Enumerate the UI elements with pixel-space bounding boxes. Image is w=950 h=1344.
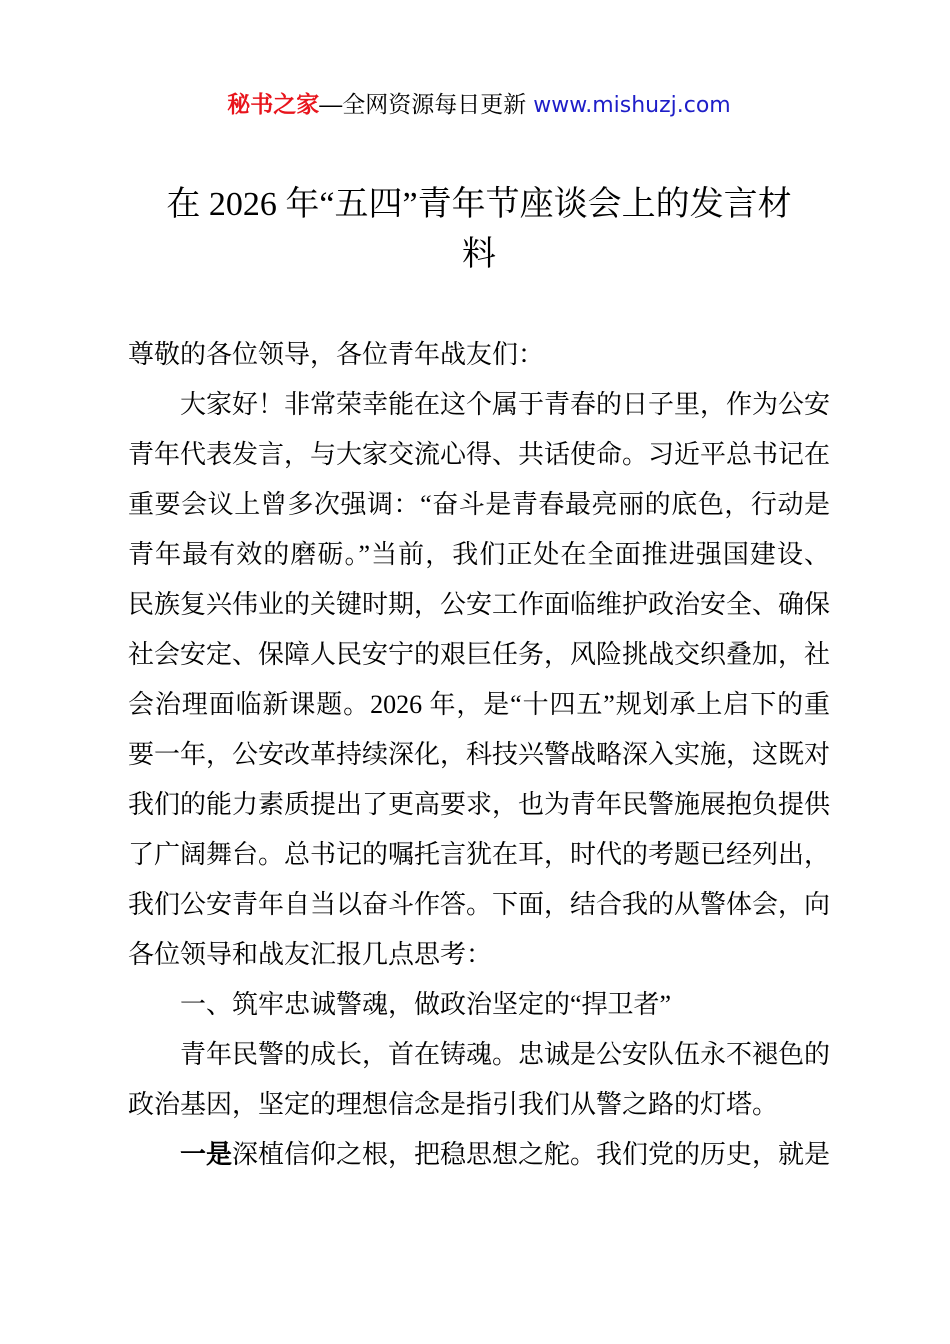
point1-line <box>128 1130 830 1180</box>
document-body <box>128 330 830 1180</box>
intro-line: 了广阔舞台。总书记的嘱托言犹在耳，时代的考题已经列出， <box>128 840 831 869</box>
site-url: www.mishuzj.com <box>533 93 731 118</box>
title-line: 料 <box>462 236 496 273</box>
brand-name: 秘书之家 <box>227 91 320 117</box>
intro-line: 社会安定、保障人民安宁的艰巨任务，风险挑战交织叠加，社 <box>128 640 831 669</box>
salutation: 尊敬的各位领导，各位青年战友们： <box>128 340 545 369</box>
header-tagline: —全网资源每日更新 <box>319 91 527 117</box>
intro-line: 青年代表发言，与大家交流心得、共话使命。习近平总书记在 <box>128 440 831 469</box>
intro-line: 各位领导和战友汇报几点思考： <box>128 940 493 969</box>
intro-line: 我们的能力素质提出了更高要求，也为青年民警施展抱负提供 <box>128 790 831 819</box>
lead-line: 政治基因，坚定的理想信念是指引我们从警之路的灯塔。 <box>128 1090 779 1119</box>
intro-line: 会治理面临新课题。2026 年，是“十四五”规划承上启下的重 <box>128 690 830 719</box>
document-title <box>128 180 830 280</box>
section-heading: 一、筑牢忠诚警魂，做政治坚定的“捍卫者” <box>180 990 672 1019</box>
intro-line: 青年最有效的磨砺。”当前，我们正处在全面推进强国建设、 <box>128 540 830 569</box>
intro-line: 重要会议上曾多次强调：“奋斗是青春最亮丽的底色，行动是 <box>128 490 830 519</box>
lead-line: 青年民警的成长，首在铸魂。忠诚是公安队伍永不褪色的 <box>180 1040 831 1069</box>
intro-line: 要一年，公安改革持续深化，科技兴警战略深入实施，这既对 <box>128 740 831 769</box>
intro-line: 我们公安青年自当以奋斗作答。下面，结合我的从警体会，向 <box>128 890 831 919</box>
point-text: 深植信仰之根，把稳思想之舵。我们党的历史，就是 <box>232 1140 831 1169</box>
title-line: 在 2026 年“五四”青年节座谈会上的发言材 <box>166 186 792 223</box>
point-label: 一是 <box>180 1140 233 1169</box>
site-header <box>128 86 830 122</box>
intro-line: 大家好！非常荣幸能在这个属于青春的日子里，作为公安 <box>180 390 831 419</box>
intro-line: 民族复兴伟业的关键时期，公安工作面临维护政治安全、确保 <box>128 590 831 619</box>
